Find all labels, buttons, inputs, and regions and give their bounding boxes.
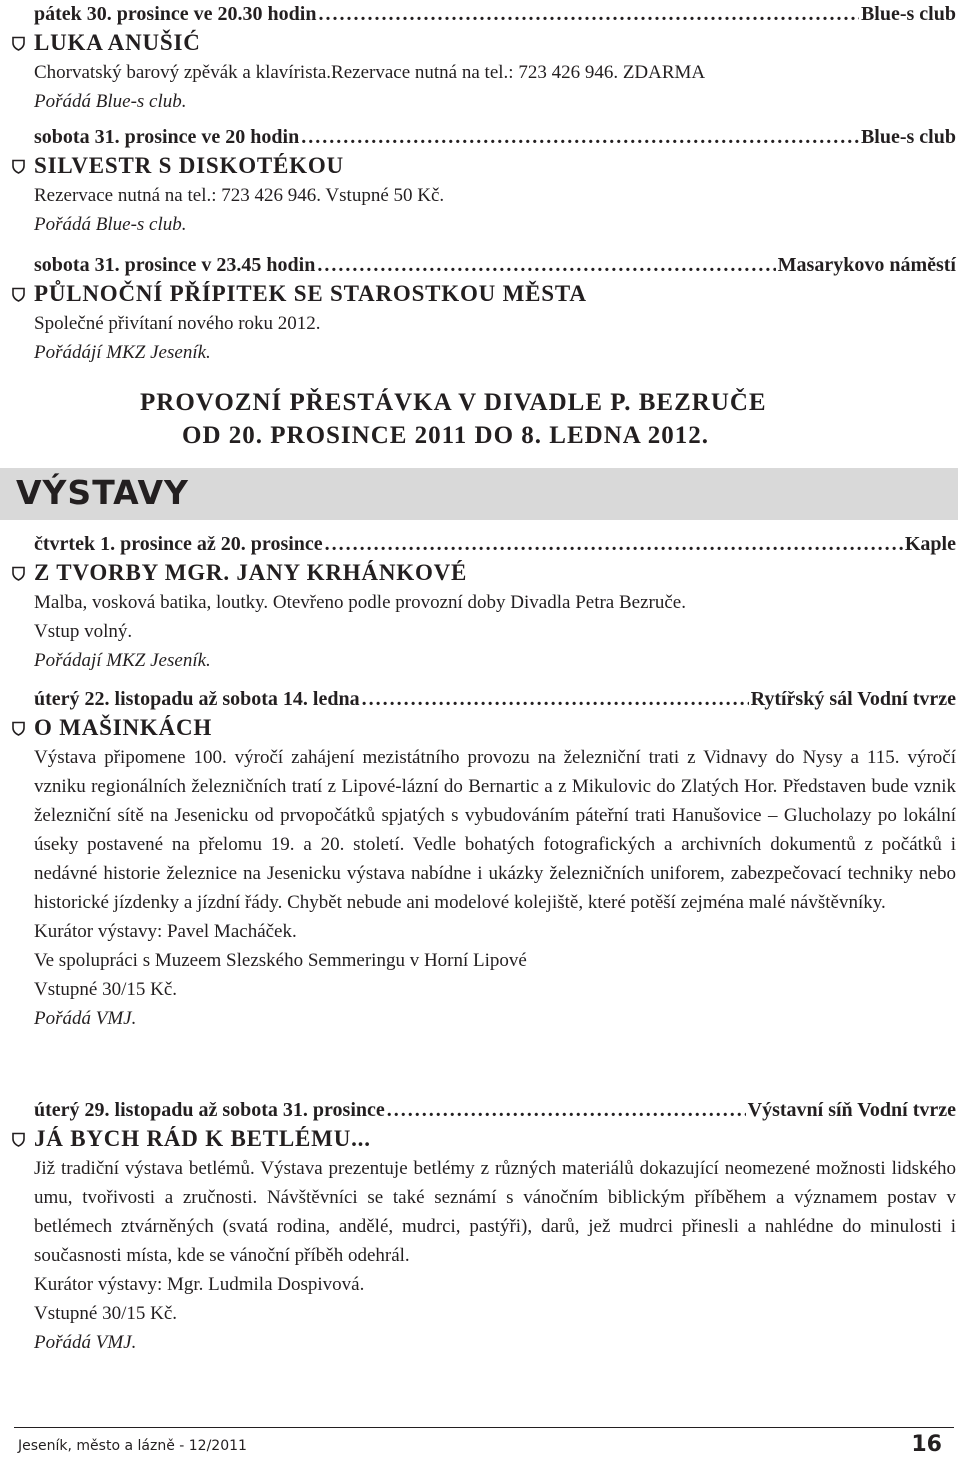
exhibition-date: čtvrtek 1. prosince až 20. prosince (34, 533, 323, 555)
leader-dots (318, 2, 859, 26)
exhibition-header (12, 1098, 956, 1122)
leader-dots (317, 253, 775, 277)
theatre-break-line1: PROVOZNÍ PŘESTÁVKA V DIVADLE P. BEZRUČE (140, 389, 767, 416)
event-organizer: Pořádá Blue-s club. (34, 91, 187, 112)
exhibition-betlemy (12, 1098, 956, 1357)
event-place: Masarykovo náměstí (777, 254, 956, 276)
event-luka-anusic (12, 2, 956, 116)
exhibition-organizer: Pořádá VMJ. (34, 1332, 137, 1353)
exhibition-description: Malba, vosková batika, loutky. Otevřeno podle provozní doby Divadla Petra Bezruče. (34, 592, 686, 613)
event-body (12, 181, 956, 239)
event-body (12, 58, 956, 116)
page-number: 16 (911, 1432, 942, 1457)
event-title: LUKA ANUŠIĆ (12, 28, 956, 58)
exhibition-title: JÁ BYCH RÁD K BETLÉMU... (12, 1124, 956, 1154)
exhibition-body (12, 743, 956, 1033)
event-place: Blue-s club (860, 3, 956, 25)
leader-dots (301, 125, 859, 149)
exhibition-admission: Vstupné 30/15 Kč. (34, 1303, 178, 1324)
event-description: Rezervace nutná na tel.: 723 426 946. Vstupné 50 Kč. (34, 185, 445, 206)
event-date: sobota 31. prosince ve 20 hodin (34, 126, 300, 148)
theatre-break-line2: OD 20. PROSINCE 2011 DO 8. LEDNA 2012. (182, 422, 709, 449)
exhibition-krhankova (12, 532, 956, 675)
event-header (12, 125, 956, 149)
exhibition-body (12, 588, 956, 675)
event-description: Chorvatský barový zpěvák a klavírista.Rezervace nutná na tel.: 723 426 946. ZDARMA (34, 62, 706, 83)
shield-outline-icon (12, 287, 25, 302)
exhibition-place: Výstavní síň Vodní tvrze (747, 1099, 956, 1121)
leader-dots (362, 687, 749, 711)
event-pulnocni-pripitek (12, 253, 956, 367)
event-body (12, 309, 956, 367)
leader-dots (325, 532, 903, 556)
exhibition-title: Z TVORBY MGR. JANY KRHÁNKOVÉ (12, 558, 956, 588)
footer-publication: Jeseník, město a lázně - 12/2011 (18, 1438, 247, 1454)
exhibition-date: úterý 29. listopadu až sobota 31. prosince (34, 1099, 385, 1121)
exhibition-curator: Kurátor výstavy: Pavel Macháček. (34, 921, 297, 942)
event-date: pátek 30. prosince ve 20.30 hodin (34, 3, 317, 25)
exhibition-header (12, 532, 956, 556)
exhibition-extra: Vstup volný. (34, 621, 133, 642)
exhibition-body (12, 1154, 956, 1357)
exhibition-header (12, 687, 956, 711)
leader-dots (387, 1098, 746, 1122)
event-date: sobota 31. prosince v 23.45 hodin (34, 254, 316, 276)
shield-outline-icon (12, 1132, 25, 1147)
event-place: Blue-s club (860, 126, 956, 148)
exhibition-description: Již tradiční výstava betlémů. Výstava prezentuje betlémy z různých materiálů dokazující neomezené možnosti lidského umu, tvořivosti a zručnosti. Návštěvníci se také seznámí s vánočním biblickým příběhem a významem postav v betlémech ztvárněných (svatá rodina, andělé, mudrci, pastýři), darů, jež mudrci přinesli a nahlédne do minulosti i současnosti místa, kde se vánoční příběh odehrál. (34, 1158, 956, 1266)
shield-outline-icon (12, 159, 25, 174)
exhibition-organizer: Pořádají MKZ Jeseník. (34, 650, 211, 671)
event-header (12, 2, 956, 26)
event-organizer: Pořádá Blue-s club. (34, 214, 187, 235)
exhibition-organizer: Pořádá VMJ. (34, 1008, 137, 1029)
exhibition-title: O MAŠINKÁCH (12, 713, 956, 743)
event-header (12, 253, 956, 277)
exhibition-place: Rytířský sál Vodní tvrze (750, 688, 956, 710)
exhibition-partner: Ve spolupráci s Muzeem Slezského Semmeringu v Horní Lipové (34, 950, 527, 971)
event-title: SILVESTR S DISKOTÉKOU (12, 151, 956, 181)
exhibition-curator: Kurátor výstavy: Mgr. Ludmila Dospivová. (34, 1274, 365, 1295)
footer-rule (14, 1427, 954, 1428)
event-silvestr (12, 125, 956, 239)
event-organizer: Pořádájí MKZ Jeseník. (34, 342, 211, 363)
exhibition-date: úterý 22. listopadu až sobota 14. ledna (34, 688, 360, 710)
exhibition-admission: Vstupné 30/15 Kč. (34, 979, 178, 1000)
shield-outline-icon (12, 566, 25, 581)
theatre-break-notice (140, 386, 960, 452)
exhibition-description: Výstava připomene 100. výročí zahájení mezistátního provozu na železniční trati z Vidnavy do Nysy a 115. výročí vzniku regionálních železničních tratí z Lipové-lázní do Bernartic a z Mikulovic do Zlatých Hor. Představen bude vznik železniční sítě na Jesenicku od prvopočátků spjatých s vybudováním páteřní trati Hanušovice – Glucholazy po lokální úseky postavené na přelomu 19. a 20. století. Vedle bohatých fotografických a archivních dokumentů z počátků i nedávné historie železnice na Jesenicku výstava nabídne i ukázky železničních uniforem, zabezpečovací techniky nebo historické jízdenky a jízdní řády. Chybět nebude ani modelové kolejiště, které potěší zejména malé návštěvníky. (34, 747, 956, 913)
section-title: VÝSTAVY (16, 473, 189, 512)
exhibition-place: Kaple (904, 533, 956, 555)
shield-outline-icon (12, 721, 25, 736)
event-description: Společné přivítaní nového roku 2012. (34, 313, 321, 334)
exhibition-o-masinkach (12, 687, 956, 1033)
event-title: PŮLNOČNÍ PŘÍPITEK SE STAROSTKOU MĚSTA (12, 279, 956, 309)
shield-outline-icon (12, 36, 25, 51)
